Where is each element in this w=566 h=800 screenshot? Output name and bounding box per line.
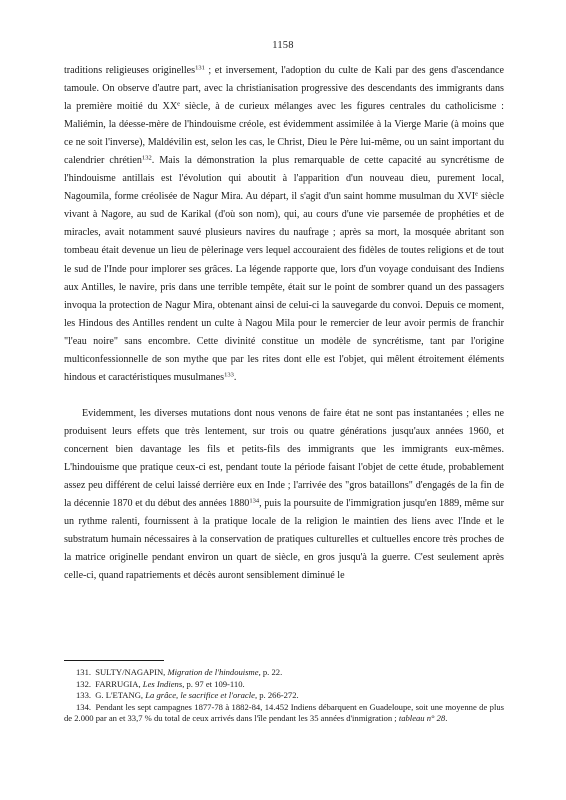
text-run: . [233, 371, 237, 383]
footnote-ref: e [177, 100, 181, 108]
text-run: Evidemment, les diverses mutations dont nous venons de faire état ne sont pas instantanées ; elles ne produisent leurs effets que très lentement, sur trois ou quatre générations jusqu'aux années 1960, et concernent bien davantage les fils et petits-fils des immigrants que les immigrants eux-mêmes. L'hindouisme que pratique ceux-ci est, pendant toute la période faisant l'objet de cette étude, probablement assez peu différent de celui laissé derrière eux en Inde ; l'arrivée des "gros bataillons" d'engagés de la fin de la décennie 1870 et du début des années 1880 [64, 407, 504, 510]
footnote-number: 131. [76, 667, 92, 677]
text-run: FARRUGIA, [93, 678, 143, 689]
footnote-ref: 132 [141, 154, 152, 162]
text-run: traditions religieuses originelles [64, 65, 196, 76]
text-run: . [445, 713, 448, 724]
italic-title: Les Indiens [142, 678, 183, 689]
footnote-ref: 133 [224, 371, 234, 379]
footnote [64, 679, 504, 691]
text-run: , p. 97 et 109-110. [182, 678, 245, 689]
text-run: ; et inversement, l'adoption du culte de Kali par des gens d'ascendance tamoule. On observe d'autre part, avec la christianisation progressive des descendants des immigrants dans la première moitié du XX [64, 65, 504, 113]
footnote-ref: 134 [249, 497, 260, 505]
footnotes [64, 667, 504, 725]
footnote [64, 690, 504, 702]
text-run: siècle, à de curieux mélanges avec les figures centrales du catholicisme : Maliémin, la déesse-mère de l'hindouisme créole, est évidemment assimilée à la Vierge Marie (à moins que ce ne soit l'inverse), Maldévilin est, selon les cas, le Christ, Dieu le Père lui-même, ou un saint important du calendrier chrétien [64, 101, 504, 167]
footnote-ref: e [475, 190, 479, 198]
footnote [64, 702, 504, 725]
text-run: , puis la poursuite de l'immigration jusqu'en 1889, même sur un rythme ralenti, fournissent à la pratique locale de la religion le maintien des liens avec l'Inde et le substratum humain nécessaires à la conservation de pratiques culturelles et cultuelles encore très proches de la matrice originelle pendant environ un quart de siècle, en gros jusqu'à la guerre. C'est seulement après celle-ci, quand rapatriements et décès auront sensiblement diminué le [64, 498, 504, 582]
paragraph [64, 62, 504, 387]
main-text [64, 62, 504, 585]
footnote-ref: 131 [195, 64, 205, 72]
footnote-number: 134. [76, 701, 92, 712]
italic-title: La grâce, le sacrifice et l'oracle [145, 690, 255, 701]
footnote [64, 667, 504, 679]
text-run: Pendant les sept campagnes 1877-78 à 1882-84, 14.452 Indiens débarquent en Guadeloupe, soit une moyenne de plus de 2.000 par an et 33,7 % du total de ceux arrivés dans l'île pendant les 35 années d'inmigration ; [64, 701, 504, 724]
text-run: siècle vivant à Nagore, au sud de Karikal (d'où son nom), qui, au cours d'une vie parsemée de prophéties et de miracles, avait notamment sauvé plusieurs navires du naufrage ; après sa mort, la mosquée abritant son tombeau était devenue un lieu de pèlerinage vers lequel accouraient des fidèles de toutes religions et de tout le sud de l'Inde pour implorer ses grâces. La légende rapporte que, lors d'un voyage conduisant des Indiens aux Antilles, le navire, pris dans une terrible tempête, était sur le point de sombrer quand un des passagers invoqua la protection de Nagur Mira, obtenant ainsi de celui-ci la sauvegarde du convoi. Depuis ce moment, les Hindous des Antilles rendent un culte à Nagou Mila pour le remercier de leur avoir permis de franchir "l'eau noire" sans encombre. Cette divinité constitue un modèle de syncrétisme, tant par l'origine multiconfessionnelle de son mythe que par les rites dont elle est l'objet, qui mêlent étroitement éléments hindous et caractéristiques musulmanes [64, 191, 504, 383]
text-run: . Mais la démonstration la plus remarquable de cette capacité au syncrétisme de l'hindouisme antillais est l'évolution qui aboutit à l'apparition d'un nouveau dieu, purement local, Nagoumila, forme créolisée de Nagur Mira. Au départ, il s'agit d'un saint homme musulman du XVI [64, 155, 504, 203]
text-run: SULTY/NAGAPIN, [93, 667, 168, 677]
text-run: , p. 266-272. [254, 690, 299, 701]
italic-title: tableau n° 28 [398, 713, 446, 724]
footnote-number: 133. [76, 690, 92, 701]
italic-title: Migration de l'hindouisme [167, 667, 259, 677]
page-number: 1158 [272, 40, 294, 51]
text-run: , p. 22. [258, 667, 283, 677]
text-run: G. L'ETANG, [93, 690, 146, 701]
footnote-divider [64, 660, 164, 661]
paragraph [64, 405, 504, 585]
footnote-number: 132. [76, 678, 92, 689]
